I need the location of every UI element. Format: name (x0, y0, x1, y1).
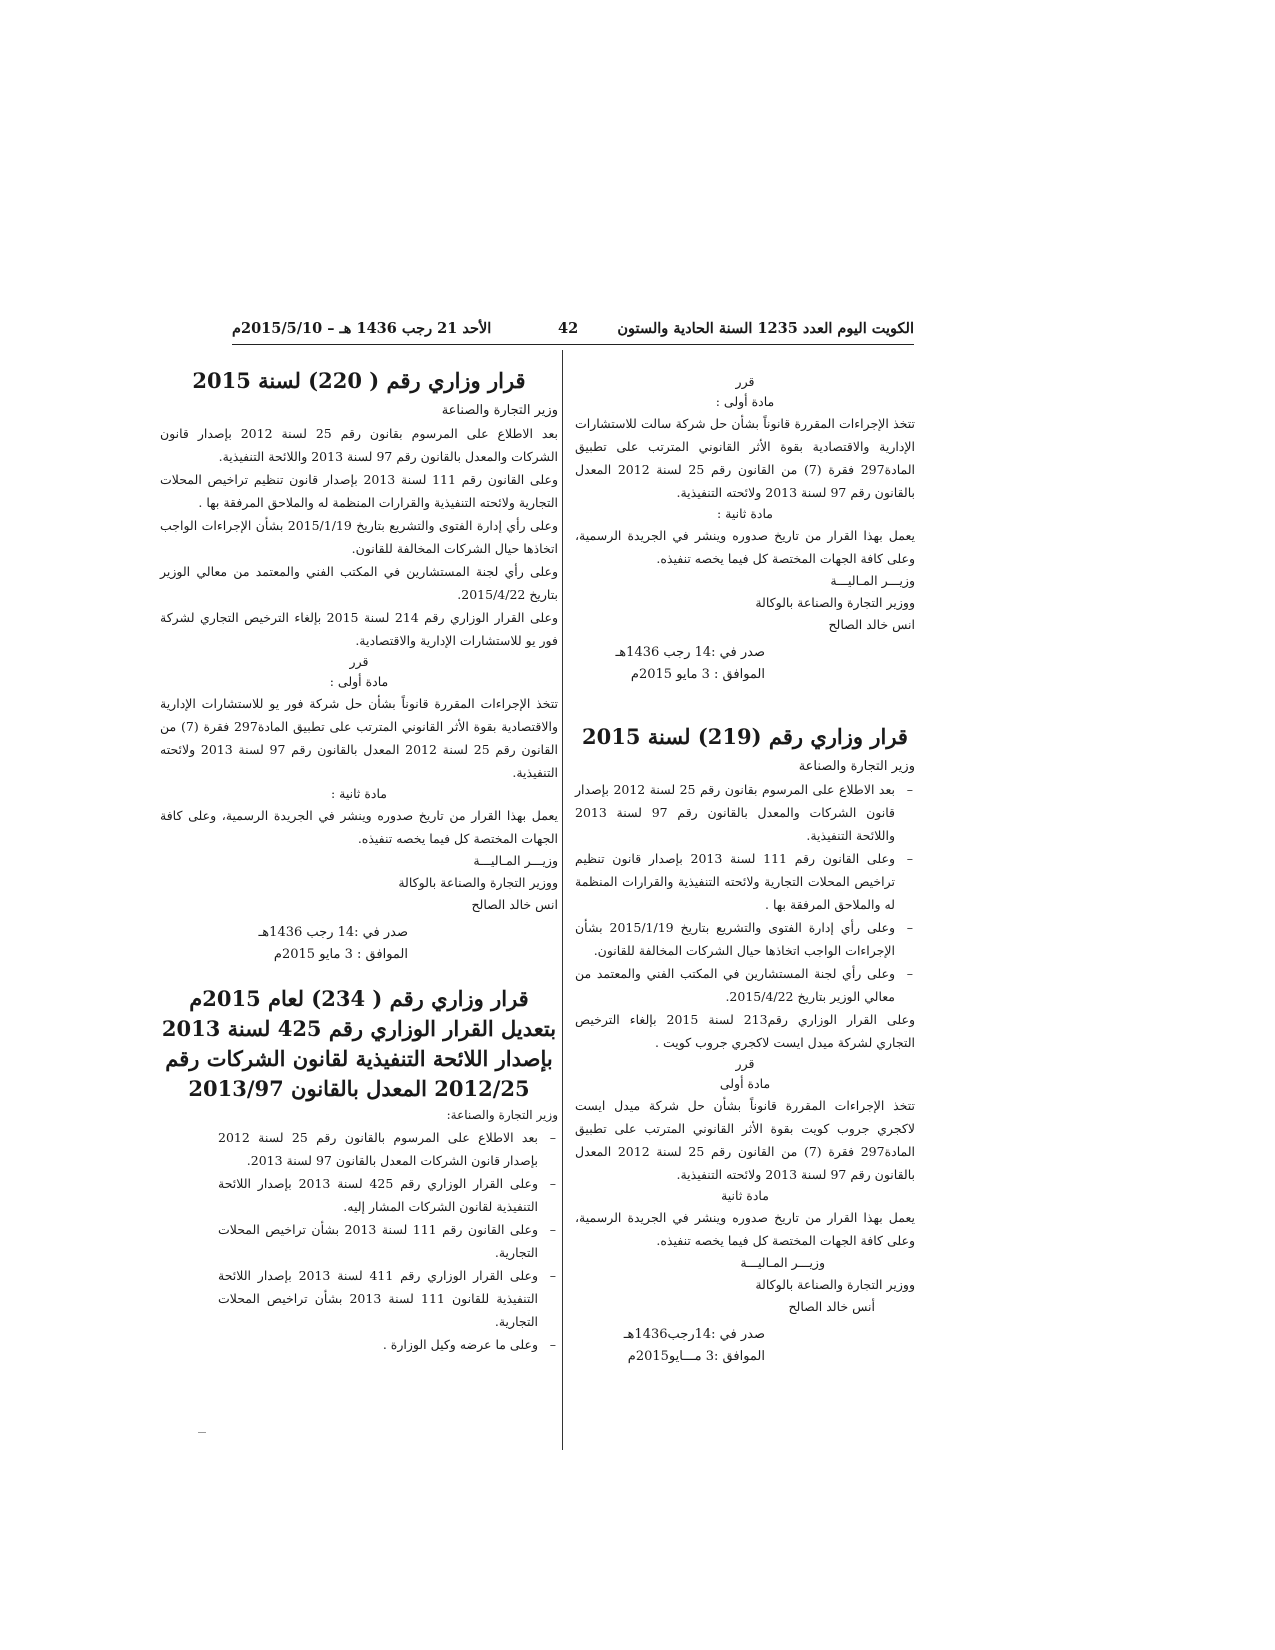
page-number: 42 (558, 320, 579, 337)
list-item: – وعلى ما عرضه وكيل الوزارة . (218, 1333, 558, 1356)
preamble-paragraph: وعلى القرار الوزاري رقم213 لسنة 2015 بإلغاء الترخيص التجاري لشركة ميدل ايست لاكجري جروب كويت . (575, 1012, 915, 1050)
list-item: – وعلى رأي إدارة الفتوى والتشريع بتاريخ 2015/1/19 بشأن الإجراءات الواجب اتخاذها حيال الشركات المخالفة للقانون. (575, 916, 915, 962)
signatory-title: ووزير التجارة والصناعة بالوكالة (755, 1277, 915, 1292)
article-text: تتخذ الإجراءات المقررة قانوناً بشأن حل شركة سالت للاستشارات الإدارية والاقتصادية بقوة الأثر القانوني المترتب على تطبيق المادة297 فقرة (7) من القانون رقم 25 لسنة 2012 المعدل بالقانون رقم 97 لسنة 2013 ولائحته التنفيذية. (575, 416, 916, 500)
decision-keyword: قرر (735, 1056, 755, 1071)
page-header (232, 318, 914, 345)
right-column (575, 372, 915, 1368)
decision-title: قرار وزاري رقم ( 220) لسنة 2015 (192, 368, 526, 393)
decision-title: بإصدار اللائحة التنفيذية لقانون الشركات رقم (165, 1046, 553, 1071)
left-column (160, 366, 558, 1356)
article-heading: مادة ثانية : (330, 786, 388, 801)
list-item: – بعد الاطلاع على المرسوم بقانون رقم 25 لسنة 2012 بإصدار قانون الشركات والمعدل بالقانون رقم 97 لسنة 2013 واللائحة التنفيذية. (575, 778, 915, 847)
preamble-paragraph: وعلى رأي لجنة المستشارين في المكتب الفني والمعتمد من معالي الوزير بتاريخ 2015/4/22. (160, 564, 558, 602)
minister-line: وزير التجارة والصناعة (798, 759, 915, 774)
decision-220 (160, 366, 558, 966)
issue-date: صدر في :14رجب1436هـ (623, 1327, 765, 1342)
scan-mark (198, 1432, 206, 1433)
corresponding-date: الموافق : 3 مايو 2015م (630, 667, 765, 682)
article-text: يعمل بهذا القرار من تاريخ صدوره وينشر في الجريدة الرسمية، وعلى كافة الجهات المختصة كل فيما يخصه تنفيذه. (575, 528, 915, 566)
preamble-paragraph: وعلى رأي إدارة الفتوى والتشريع بتاريخ 2015/1/19 بشأن الإجراءات الواجب اتخاذها حيال الشركات المخالفة للقانون. (160, 518, 558, 556)
column-divider (562, 350, 563, 1450)
list-item: – وعلى رأي لجنة المستشارين في المكتب الفني والمعتمد من معالي الوزير بتاريخ 2015/4/22. (575, 962, 915, 1008)
article-text: يعمل بهذا القرار من تاريخ صدوره وينشر في الجريدة الرسمية، وعلى كافة الجهات المختصة كل فيما يخصه تنفيذه. (160, 808, 558, 846)
article-heading: مادة أولى : (715, 394, 775, 409)
preamble-paragraph: بعد الاطلاع على المرسوم بقانون رقم 25 لسنة 2012 بإصدار قانون الشركات والمعدل بالقانون رقم 97 لسنة 2013 واللائحة التنفيذية. (160, 426, 558, 464)
decision-219 (575, 722, 915, 1368)
list-item: – بعد الاطلاع على المرسوم بالقانون رقم 25 لسنة 2012 بإصدار قانون الشركات المعدل بالقانون 97 لسنة 2013. (218, 1126, 558, 1172)
preamble-list (575, 778, 915, 1008)
corresponding-date: الموافق : 3 مايو 2015م (273, 947, 408, 962)
article-text: يعمل بهذا القرار من تاريخ صدوره وينشر في الجريدة الرسمية، وعلى كافة الجهات المختصة كل فيما يخصه تنفيذه. (575, 1210, 915, 1248)
signatory-title: وزيـــر المـاليـــة (830, 573, 915, 588)
list-item: – وعلى القانون رقم 111 لسنة 2013 بإصدار قانون تنظيم تراخيص المحلات التجارية ولائحته التنفيذية والقرارات المنظمة له والملاحق المرفقة بها . (575, 847, 915, 916)
signatory-title: ووزير التجارة والصناعة بالوكالة (755, 595, 915, 610)
article-heading: مادة أولى (719, 1076, 771, 1091)
article-heading: مادة ثانية : (716, 506, 774, 521)
article-text: تتخذ الإجراءات المقررة قانوناً بشأن حل شركة ميدل ايست لاكجري جروب كويت بقوة الأثر القانوني المترتب على تطبيق المادة297 فقرة (7) من القانون رقم 25 لسنة 2012 المعدل بالقانون رقم 97 لسنة 2013 ولائحته التنفيذية. (575, 1098, 916, 1182)
corresponding-date: الموافق :3 مـــايو2015م (627, 1349, 765, 1364)
signatory-name: انس خالد الصالح (471, 897, 558, 912)
preamble-list (218, 1126, 558, 1356)
article-heading: مادة أولى : (329, 674, 389, 689)
decision-keyword: قرر (349, 654, 369, 669)
header-date: الأحد 21 رجب 1436 هـ – 2015/5/10م (232, 320, 492, 337)
minister-line: وزير التجارة والصناعة: (446, 1108, 558, 1122)
decision-title: 2012/25 المعدل بالقانون 2013/97 (188, 1076, 530, 1101)
preamble-paragraph: وعلى القانون رقم 111 لسنة 2013 بإصدار قانون تنظيم تراخيص المحلات التجارية ولائحته التنفيذية والقرارات المنظمة له والملاحق المرفقة بها . (160, 472, 558, 510)
signatory-name: أنس خالد الصالح (788, 1299, 875, 1314)
signatory-title: ووزير التجارة والصناعة بالوكالة (398, 875, 558, 890)
decision-continuation (575, 372, 915, 686)
signatory-title: وزيـــر المـاليـــة (740, 1255, 825, 1270)
article-text: تتخذ الإجراءات المقررة قانوناً بشأن حل شركة فور يو للاستشارات الإدارية والاقتصادية بقوة الأثر القانوني المترتب على تطبيق المادة297 فقرة (7) من القانون رقم 25 لسنة 2012 المعدل بالقانون رقم 97 لسنة 2013 ولائحته التنفيذية. (160, 696, 559, 780)
decision-title: قرار وزاري رقم ( 234) لعام 2015م (189, 986, 529, 1011)
decision-keyword: قرر (735, 374, 755, 389)
list-item: – وعلى القانون رقم 111 لسنة 2013 بشأن تراخيص المحلات التجارية. (218, 1218, 558, 1264)
issue-date: صدر في :14 رجب 1436هـ (615, 645, 765, 660)
decision-234 (160, 984, 558, 1356)
signatory-title: وزيـــر المـاليـــة (473, 853, 558, 868)
signatory-name: انس خالد الصالح (828, 617, 915, 632)
list-item: – وعلى القرار الوزاري رقم 411 لسنة 2013 بإصدار اللائحة التنفيذية للقانون 111 لسنة 2013 بشأن تراخيص المحلات التجارية. (218, 1264, 558, 1333)
decision-title: بتعديل القرار الوزاري رقم 425 لسنة 2013 (161, 1016, 557, 1041)
decision-title: قرار وزاري رقم (219) لسنة 2015 (582, 724, 908, 749)
preamble-paragraph: وعلى القرار الوزاري رقم 214 لسنة 2015 بإلغاء الترخيص التجاري لشركة فور يو للاستشارات الإدارية والاقتصادية. (160, 610, 558, 648)
minister-line: وزير التجارة والصناعة (441, 403, 558, 418)
header-issue-info: الكويت اليوم العدد 1235 السنة الحادية والستون (617, 320, 914, 337)
list-item: – وعلى القرار الوزاري رقم 425 لسنة 2013 بإصدار اللائحة التنفيذية لقانون الشركات المشار إليه. (218, 1172, 558, 1218)
issue-date: صدر في :14 رجب 1436هـ (258, 925, 408, 940)
article-heading: مادة ثانية (721, 1188, 769, 1203)
